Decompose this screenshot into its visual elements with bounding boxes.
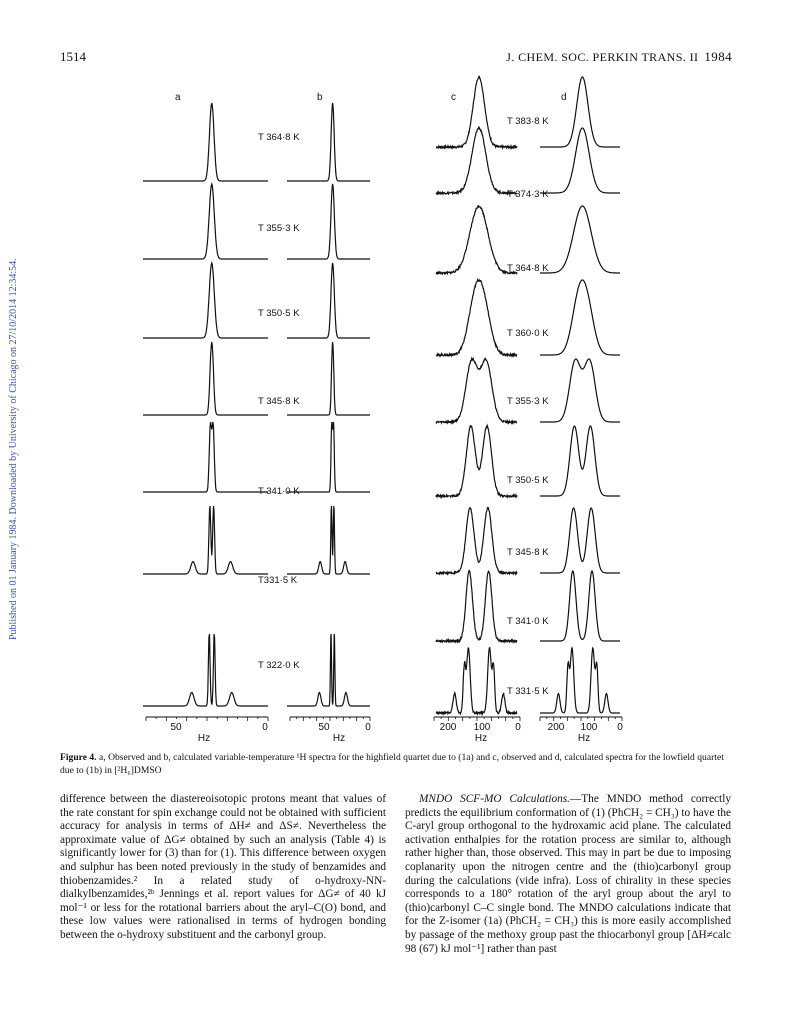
panel-a-spectrum-1 xyxy=(143,103,268,181)
panel-d-spectrum-3 xyxy=(540,206,620,273)
temperature-ab-6: T331·5 K xyxy=(258,575,298,586)
panel-b-spectrum-2 xyxy=(287,184,370,259)
panel-d-spectrum-2 xyxy=(540,128,620,193)
figure-caption xyxy=(60,752,732,777)
temperature-ab-1: T 364·8 K xyxy=(258,132,300,143)
panel-label-c: c xyxy=(451,92,456,103)
temperature-cd-1: T 383·8 K xyxy=(507,116,549,127)
temperature-ab-7: T 322·0 K xyxy=(258,660,300,671)
axis-c-tick-label-0: 0 xyxy=(515,722,521,733)
panel-c-spectrum-9 xyxy=(436,648,517,714)
panel-d-spectrum-4 xyxy=(540,280,620,355)
axis-a-tick-label-0: 0 xyxy=(262,722,268,733)
panel-a-spectrum-7 xyxy=(143,634,268,706)
body-column-right xyxy=(405,793,731,956)
axis-d-tick-label-100: 100 xyxy=(580,722,598,733)
panel-d-spectrum-5 xyxy=(540,359,620,422)
page-number: 1514 xyxy=(60,49,86,64)
panel-b-spectrum-3 xyxy=(287,263,370,338)
panel-c-spectrum-1 xyxy=(436,76,517,148)
panel-c-spectrum-2 xyxy=(436,128,517,195)
temperature-cd-8: T 341·0 K xyxy=(507,616,549,627)
body-column-left xyxy=(60,793,386,943)
panel-d-spectrum-7 xyxy=(540,508,620,573)
temperature-cd-4: T 360·0 K xyxy=(507,328,549,339)
axis-a-tick-label-50: 50 xyxy=(170,722,182,733)
download-notice-text: Published on 01 January 1984. Downloaded by University of Chicago on 27/10/2014 12:34:54. xyxy=(8,258,19,640)
panel-label-b: b xyxy=(317,92,323,103)
journal-year: 1984 xyxy=(704,49,732,64)
panel-a-spectrum-3 xyxy=(143,263,268,338)
panel-labels xyxy=(175,92,567,103)
axis-d-unit-label: Hz xyxy=(577,733,591,744)
body-paragraph-right xyxy=(405,793,731,956)
axis-c-unit-label: Hz xyxy=(474,733,488,744)
axis-d-tick-label-200: 200 xyxy=(547,722,565,733)
panel-c-spectrum-6 xyxy=(436,426,517,498)
figure-caption-text: a, Observed and b, calculated variable-temperature ¹H spectra for the highfield quartet due to (1a) and c, observed and d, calculated spectra for the lowfield quartet due to (1b) in [²H₆]DMSO xyxy=(60,752,724,776)
temperature-cd-5: T 355·3 K xyxy=(507,396,549,407)
panel-c-spectrum-5 xyxy=(436,358,517,423)
body-paragraph-left: difference between the diastereoisotopic protons meant that values of the rate constant for spin exchange could not be obtained with sufficient accuracy for analysis in terms of ΔH≠ and ΔS≠. Nevertheless the approximate value of ΔG≠ obtained by such an analysis (Table 4) is significantly lower for (3) than for (1). This difference between oxygen and sulphur has been noted previously in the study of benzamides and thiobenzamides.² In a related study of o-hydroxy-NN-dialkylbenzamides,²ᵇ Jennings et al. report values for ΔG≠ of 40 kJ mol⁻¹ or less for the rotational barriers about the aryl–C(O) bond, and these low values were rationalised in terms of hydrogen bonding between the o-hydroxy substituent and the carbonyl group. xyxy=(60,793,386,941)
panel-c-spectrum-8 xyxy=(436,571,517,643)
figure-label: Figure 4. xyxy=(60,752,97,763)
axis-c-tick-label-100: 100 xyxy=(473,722,491,733)
axis-a-unit-label: Hz xyxy=(197,733,211,744)
panel-d-spectrum-6 xyxy=(540,426,620,496)
panel-d-spectrum-8 xyxy=(540,571,620,641)
temperature-labels xyxy=(258,116,549,697)
panel-label-d: d xyxy=(561,92,567,103)
temperature-cd-2: T 374·3 K xyxy=(507,189,549,200)
panel-a-spectrum-2 xyxy=(143,184,268,259)
temperature-ab-5: T 341·0 K xyxy=(258,486,300,497)
temperature-cd-3: T 364·8 K xyxy=(507,263,549,274)
temperature-ab-3: T 350·5 K xyxy=(258,308,300,319)
axis-d-tick-label-0: 0 xyxy=(617,722,623,733)
panel-b-spectrum-6 xyxy=(287,506,370,574)
temperature-cd-9: T 331·5 K xyxy=(507,686,549,697)
panel-a-spectrum-5 xyxy=(143,422,268,492)
axis-b-tick-label-50: 50 xyxy=(318,722,330,733)
frequency-axes xyxy=(146,717,623,744)
body-paragraph-right-text: —The MNDO method correctly predicts the equilibrium conformation of (1) (PhCH₂ = CH₃) to have the C-aryl group orthogonal to the hydroxamic acid plane. The calculated activation enthalpies for the rotation process are similar to, although rather higher than, those observed. This may in part be due to imposing coplanarity upon the nitrogen centre and the (thio)carbonyl group during the calculations (vide infra). Loss of chirality in these species corresponds to a 180° rotation of the aryl group about the aryl to (thio)carbonyl C–C single bond. The MNDO calculations indicate that for the Z-isomer (1a) (PhCH₂ = CH₃) this is more easily accomplished by passage of the methoxy group past the thiocarbonyl group [ΔH≠calc 98 (67) kJ mol⁻¹] rather than past xyxy=(405,793,731,955)
temperature-cd-6: T 350·5 K xyxy=(507,475,549,486)
panel-c-spectrum-3 xyxy=(436,206,517,274)
section-heading: MNDO SCF-MO Calculations. xyxy=(419,793,570,805)
panel-c-spectrum-4 xyxy=(436,280,517,356)
panel-a-spectrum-4 xyxy=(143,342,268,415)
axis-b-unit-label: Hz xyxy=(332,733,346,744)
panel-c-spectrum-7 xyxy=(436,507,517,574)
panel-a-spectrum-6 xyxy=(143,506,268,574)
panel-d-spectrum-1 xyxy=(540,77,620,147)
panel-d-spectrum-9 xyxy=(540,648,620,713)
axis-c-tick-label-200: 200 xyxy=(439,722,457,733)
journal-name: J. CHEM. SOC. PERKIN TRANS. II xyxy=(506,50,699,64)
axis-b-tick-label-0: 0 xyxy=(365,722,371,733)
panel-b-spectrum-5 xyxy=(287,422,370,492)
temperature-ab-2: T 355·3 K xyxy=(258,223,300,234)
temperature-cd-7: T 345·8 K xyxy=(507,547,549,558)
panel-label-a: a xyxy=(175,92,181,103)
temperature-ab-4: T 345·8 K xyxy=(258,396,300,407)
